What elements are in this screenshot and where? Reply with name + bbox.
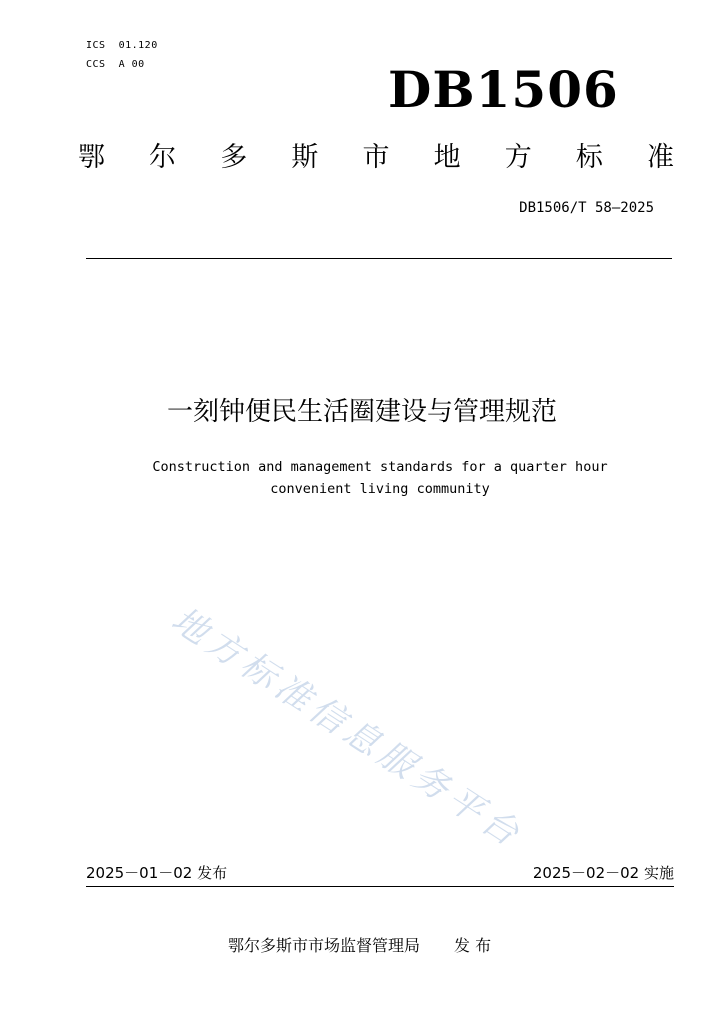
publish-date: 2025－01－02 发布 xyxy=(86,864,228,882)
heading-char: 斯 xyxy=(291,142,319,173)
effective-date: 2025－02－02 实施 xyxy=(532,864,674,882)
date-row xyxy=(86,862,674,884)
heading-char: 准 xyxy=(647,142,674,173)
ics-code: ICS 01.120 xyxy=(86,40,158,51)
heading-char: 标 xyxy=(575,142,603,173)
document-title-chinese: 一刻钟便民生活圈建设与管理规范 xyxy=(166,397,557,427)
english-title-line-2: convenient living community xyxy=(270,481,490,497)
heading-char: 方 xyxy=(504,142,532,173)
ccs-code: CCS A 00 xyxy=(86,59,145,70)
standard-logo: DB1506 xyxy=(388,60,619,119)
heading-char: 多 xyxy=(220,142,248,173)
heading-char: 鄂 xyxy=(78,142,105,173)
standard-type-heading xyxy=(78,138,674,178)
classification-codes xyxy=(86,36,158,74)
heading-char: 地 xyxy=(433,142,461,173)
bottom-divider xyxy=(86,886,674,887)
watermark: 地方标准信息服务平台 xyxy=(164,600,530,857)
document-title-english xyxy=(80,456,680,500)
heading-char: 尔 xyxy=(149,142,177,173)
english-title-line-1: Construction and management standards for a quarter hour xyxy=(152,459,608,475)
top-divider xyxy=(86,258,672,259)
issuer-action: 发 布 xyxy=(454,936,492,955)
issuer-line xyxy=(228,934,491,958)
standard-number: DB1506/T 58—2025 xyxy=(519,200,654,216)
heading-char: 市 xyxy=(362,142,390,173)
issuer-name: 鄂尔多斯市市场监督管理局 xyxy=(228,936,421,955)
